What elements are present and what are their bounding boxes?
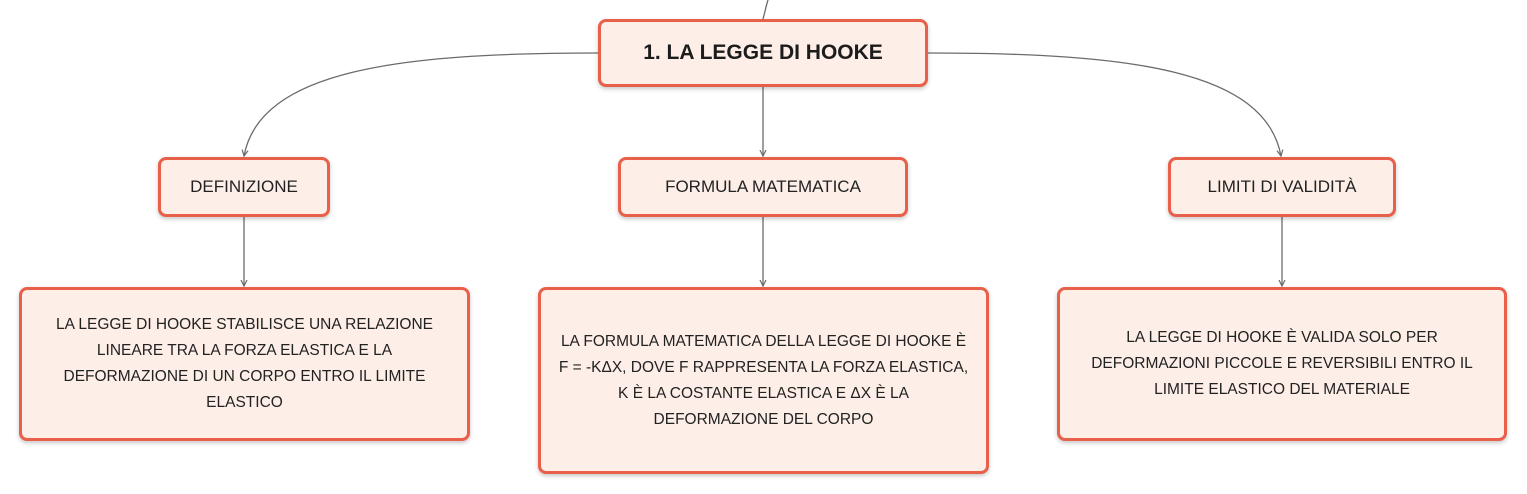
detail-text-limiti-di-validita: LA LEGGE DI HOOKE È VALIDA SOLO PER DEFORMAZIONI PICCOLE E REVERSIBILI ENTRO IL LIMITE ELASTICO DEL MATERIALE [1091, 329, 1473, 398]
branch-node-limiti-di-validita[interactable] [1168, 157, 1396, 217]
detail-node-limiti-di-validita[interactable] [1057, 287, 1507, 441]
connector-root-definizione [244, 53, 598, 156]
connector-root-limiti [928, 53, 1281, 156]
branch-node-formula-matematica[interactable] [618, 157, 908, 217]
branch-node-definizione[interactable] [158, 157, 330, 217]
incoming-connector [763, 0, 768, 19]
branch-label-formula-matematica: FORMULA MATEMATICA [665, 177, 861, 196]
root-topic-title: 1. LA LEGGE DI HOOKE [643, 41, 883, 64]
detail-node-formula-matematica[interactable] [538, 287, 989, 474]
branch-label-limiti-di-validita: LIMITI DI VALIDITÀ [1207, 177, 1357, 196]
detail-text-formula-matematica: LA FORMULA MATEMATICA DELLA LEGGE DI HOOKE È F = -KΔX, DOVE F RAPPRESENTA LA FORZA ELASTICA, K È LA COSTANTE ELASTICA E ΔX È LA DEFORMAZIONE DEL CORPO [558, 332, 969, 428]
detail-node-definizione[interactable] [19, 287, 470, 441]
root-topic-node[interactable] [598, 19, 928, 87]
detail-text-definizione: LA LEGGE DI HOOKE STABILISCE UNA RELAZIONE LINEARE TRA LA FORZA ELASTICA E LA DEFORMAZIONE DI UN CORPO ENTRO IL LIMITE ELASTICO [56, 316, 433, 411]
branch-label-definizione: DEFINIZIONE [190, 177, 298, 196]
